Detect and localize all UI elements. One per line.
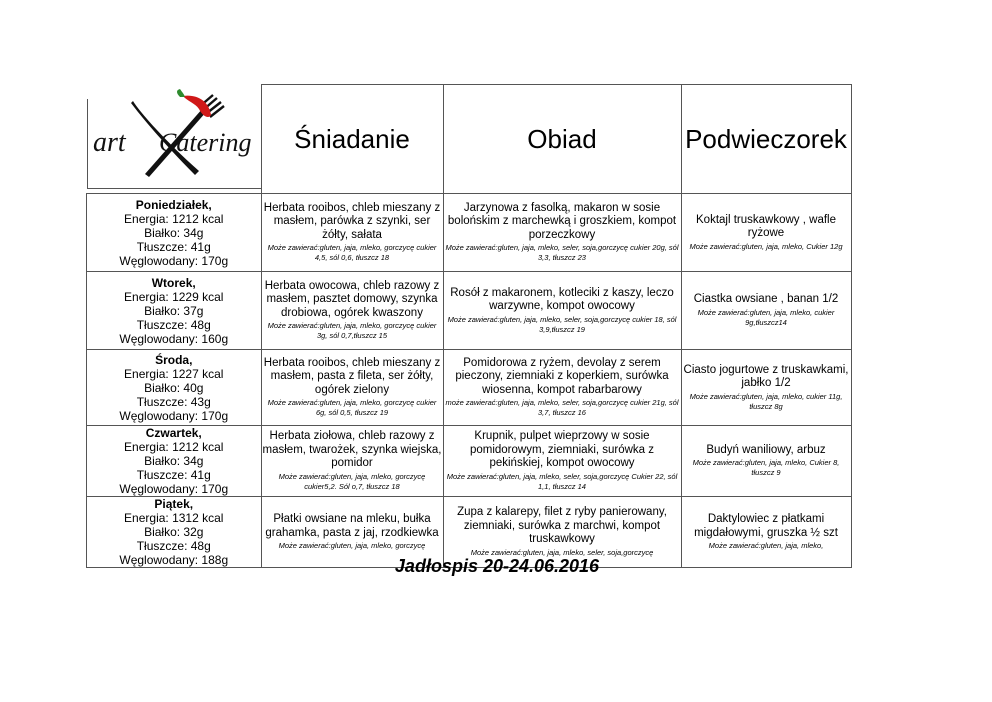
day-energy: Energia: 1227 kcal <box>124 366 224 381</box>
day-row-wednesday <box>87 350 852 426</box>
day-protein: Białko: 40g <box>144 380 204 395</box>
meal-description: Ciasto jogurtowe z truskawkami, jabłko 1/2 <box>683 363 849 389</box>
logo-cell <box>87 85 262 194</box>
day-info-friday <box>87 497 262 568</box>
day-protein: Białko: 34g <box>144 454 204 468</box>
meal-description: Ciastka owsiane , banan 1/2 <box>693 293 839 306</box>
allergen-info: może zawierać:gluten, jaja, mleko, seler, soja,gorczycę cukier 21g, sól 3,7, tłuszcz 16 <box>445 398 679 418</box>
breakfast-wednesday <box>261 350 443 426</box>
day-protein: Białko: 32g <box>144 525 204 539</box>
allergen-info: Może zawierać:gluten, jaja, mleko, gorczycę cukier 6g, sól 0,5, tłuszcz 19 <box>267 398 437 418</box>
allergen-info: Może zawierać:gluten, jaja, mleko, gorczycę cukier 3g, sól 0,7,tłuszcz 15 <box>267 321 437 341</box>
meal-description: Daktylowiec z płatkami migdałowymi, gruszka ½ szt <box>694 513 838 539</box>
day-carbs: Węglowodany: 170g <box>119 482 229 496</box>
day-carbs: Węglowodany: 170g <box>119 253 229 268</box>
allergen-info: Może zawierać:gluten, jaja, mleko, cukier 9g,tłuszcz14 <box>697 307 835 327</box>
meal-description: Koktajl truskawkowy , wafle ryżowe <box>696 213 836 239</box>
allergen-info: Może zawierać:gluten, jaja, mleko, cukier 11g, tłuszcz 8g <box>689 391 843 411</box>
day-protein: Białko: 37g <box>144 303 204 318</box>
day-fat: Tłuszcze: 41g <box>136 468 211 482</box>
day-carbs: Węglowodany: 188g <box>119 553 229 567</box>
allergen-info: Może zawierać:gluten, jaja, mleko, gorczycę cukier5,2. Sól o,7, tłuszcz 18 <box>278 471 426 491</box>
allergen-info: Może zawierać:gluten, jaja, mleko, seler, soja,gorczycę cukier 20g, sól 3,3, tłuszcz 23 <box>445 243 679 263</box>
day-info-tuesday <box>87 272 262 350</box>
day-energy: Energia: 1229 kcal <box>124 289 224 304</box>
meal-description: Pomidorowa z ryżem, devolay z serem pieczony, ziemniaki z koperkiem, surówka wiosenna, kompot rabarbarowy <box>455 356 669 396</box>
lunch-tuesday <box>443 272 681 350</box>
allergen-info: Może zawierać:gluten, jaja, mleko, gorczycę cukier 4,5, sól 0,6, tłuszcz 18 <box>267 243 437 263</box>
svg-text:art: art <box>92 126 126 158</box>
menu-title: Jadłospis 20-24.06.2016 <box>394 556 600 576</box>
day-name: Środa, <box>155 352 193 367</box>
day-energy: Energia: 1212 kcal <box>124 211 224 226</box>
snack-friday <box>681 497 851 568</box>
meal-description: Jarzynowa z fasolką, makaron w sosie bolońskim z marchewką i groszkiem, kompot porzeczkowy <box>447 201 677 241</box>
breakfast-thursday <box>261 426 443 497</box>
snack-monday <box>681 194 851 272</box>
day-info-thursday <box>87 426 262 497</box>
day-row-tuesday <box>87 272 852 350</box>
breakfast-tuesday <box>261 272 443 350</box>
meal-description: Herbata rooibos, chleb mieszany z masłem, parówka z szynki, ser żółty, sałata <box>263 201 441 241</box>
day-row-monday <box>87 194 852 272</box>
day-fat: Tłuszcze: 43g <box>136 394 211 409</box>
day-energy: Energia: 1312 kcal <box>124 511 224 525</box>
day-name: Wtorek, <box>151 275 196 290</box>
day-carbs: Węglowodany: 170g <box>119 408 229 423</box>
snack-wednesday <box>681 350 851 426</box>
allergen-info: Może zawierać:gluten, jaja, mleko, seler, soja,gorczycę <box>470 547 654 557</box>
snack-tuesday <box>681 272 851 350</box>
day-fat: Tłuszcze: 48g <box>136 539 211 553</box>
breakfast-monday <box>261 194 443 272</box>
meal-description: Krupnik, pulpet wieprzowy w sosie pomidorowym, ziemniaki, surówka z pekińskiej, kompot owocowy <box>469 430 655 470</box>
header-snack: Podwieczorek <box>681 85 851 194</box>
svg-text:Catering: Catering <box>158 127 251 157</box>
header-breakfast: Śniadanie <box>261 85 443 194</box>
day-info-wednesday <box>87 350 262 426</box>
day-carbs: Węglowodany: 160g <box>119 331 229 346</box>
lunch-monday <box>443 194 681 272</box>
day-fat: Tłuszcze: 48g <box>136 317 211 332</box>
day-fat: Tłuszcze: 41g <box>136 239 211 254</box>
day-info-monday <box>87 194 262 272</box>
meal-description: Płatki owsiane na mleku, bułka grahamka, pasta z jaj, rzodkiewka <box>265 513 439 539</box>
allergen-info: Może zawierać:gluten, jaja, mleko, Cukier 8, tłuszcz 9 <box>692 458 840 478</box>
allergen-info: Może zawierać:gluten, jaja, mleko, seler, soja,gorczycę Cukier 22, sól 1,1, tłuszcz 14 <box>446 471 678 491</box>
day-name: Piątek, <box>154 497 194 511</box>
day-energy: Energia: 1212 kcal <box>124 440 224 454</box>
meal-description: Zupa z kalarepy, filet z ryby panierowany, ziemniaki, surówka z marchwi, kompot truskawkowy <box>457 506 667 546</box>
art-catering-logo <box>87 89 261 189</box>
day-name: Czwartek, <box>145 426 202 440</box>
fork-knife-chili-icon <box>87 89 261 189</box>
day-name: Poniedziałek, <box>135 197 212 212</box>
allergen-info: Może zawierać:gluten, jaja, mleko, <box>708 541 824 550</box>
day-protein: Białko: 34g <box>144 225 204 240</box>
day-row-thursday <box>87 426 852 497</box>
lunch-wednesday <box>443 350 681 426</box>
meal-description: Herbata ziołowa, chleb razowy z masłem, twarożek, szynka wiejska, pomidor <box>262 430 442 470</box>
meal-description: Herbata rooibos, chleb mieszany z masłem, pasta z fileta, ser żółty, ogórek zielony <box>263 356 441 396</box>
allergen-info: Może zawierać:gluten, jaja, mleko, seler, soja,gorczycę cukier 18, sól 3,9,tłuszcz 19 <box>447 314 677 334</box>
header-row <box>87 85 852 194</box>
allergen-info: Może zawierać:gluten, jaja, mleko, gorczycę <box>278 541 426 550</box>
snack-thursday <box>681 426 851 497</box>
header-lunch: Obiad <box>443 85 681 194</box>
meal-description: Herbata owocowa, chleb razowy z masłem, pasztet domowy, szynka drobiowa, ogórek kwaszony <box>264 279 440 319</box>
meal-description: Rosół z makaronem, kotleciki z kaszy, leczo warzywne, kompot owocowy <box>450 286 674 312</box>
lunch-thursday <box>443 426 681 497</box>
menu-table <box>86 84 852 568</box>
allergen-info: Może zawierać:gluten, jaja, mleko, Cukier 12g <box>689 241 843 251</box>
meal-description: Budyń waniliowy, arbuz <box>706 443 826 456</box>
